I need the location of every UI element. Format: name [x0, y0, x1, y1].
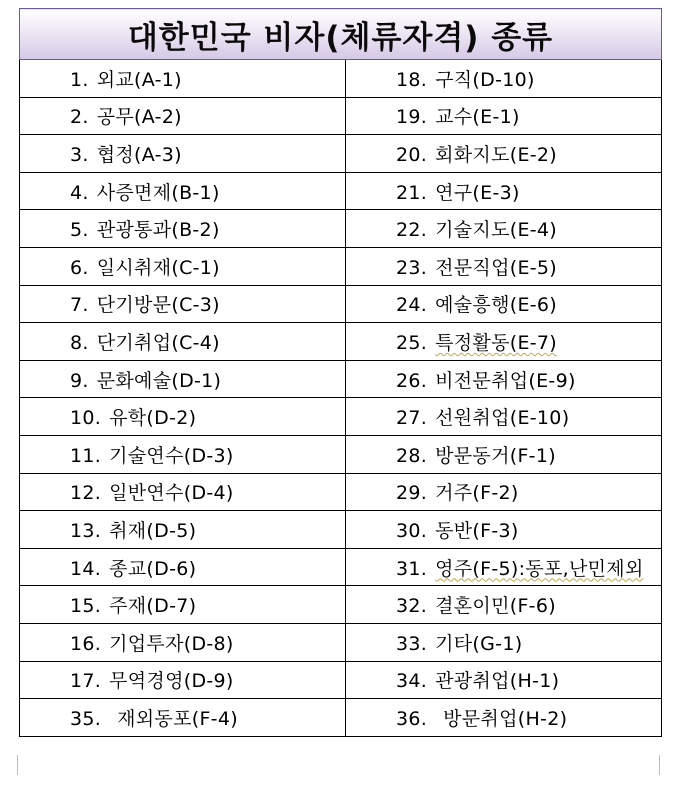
visa-cell-left: [20, 60, 346, 98]
table-row: [20, 473, 662, 511]
visa-cell-left: [20, 247, 346, 285]
table-row: [20, 661, 662, 699]
visa-name: 취재(D-5): [109, 519, 197, 542]
visa-number: 17.: [70, 670, 102, 693]
visa-name: 회화지도(E-2): [435, 143, 558, 166]
visa-name: 동반(F-3): [435, 519, 519, 542]
table-row: [20, 511, 662, 549]
visa-cell-left: [20, 285, 346, 323]
visa-name: 사증면제(B-1): [96, 181, 220, 204]
visa-cell-left: [20, 511, 346, 549]
visa-number: 20.: [396, 143, 428, 166]
visa-name: 주재(D-7): [109, 595, 197, 618]
visa-number: 1.: [70, 68, 89, 91]
table-title: 대한민국 비자(체류자격) 종류: [20, 9, 662, 60]
visa-name: 비전문취업(E-9): [435, 369, 576, 392]
visa-number: 34.: [396, 670, 428, 693]
table-row: [20, 360, 662, 398]
visa-number: 24.: [396, 294, 428, 317]
visa-number: 8.: [70, 331, 89, 354]
visa-number: 18.: [396, 68, 428, 91]
visa-cell-left: [20, 360, 346, 398]
visa-cell-right: [346, 247, 662, 285]
visa-number: 9.: [70, 369, 89, 392]
visa-cell-left: [20, 210, 346, 248]
visa-cell-right: [346, 548, 662, 586]
table-row: [20, 548, 662, 586]
visa-types-table: [19, 8, 662, 737]
visa-cell-left: [20, 586, 346, 624]
page-corner-mark-right: [659, 755, 660, 775]
visa-cell-left: [20, 661, 346, 699]
table-row: [20, 210, 662, 248]
visa-cell-right: [346, 210, 662, 248]
visa-cell-left: [20, 97, 346, 135]
table-row: [20, 623, 662, 661]
visa-name: 관광통과(B-2): [96, 219, 220, 242]
visa-name: 단기취업(C-4): [96, 331, 220, 354]
visa-cell-right: [346, 60, 662, 98]
table-row: [20, 285, 662, 323]
visa-name: 기타(G-1): [435, 632, 523, 655]
visa-name: 유학(D-2): [109, 407, 197, 430]
visa-number: 22.: [396, 219, 428, 242]
table-row: [20, 435, 662, 473]
page-corner-mark-left: [17, 755, 18, 775]
visa-name: 기술지도(E-4): [435, 219, 558, 242]
visa-number: 26.: [396, 369, 428, 392]
table-row: [20, 97, 662, 135]
visa-number: 28.: [396, 444, 428, 467]
visa-name: 단기방문(C-3): [96, 294, 220, 317]
visa-cell-left: [20, 473, 346, 511]
visa-name: 영주(F-5):동포,난민제외: [435, 557, 644, 580]
visa-name: 선원취업(E-10): [435, 407, 570, 430]
visa-name: 특정활동(E-7): [435, 331, 558, 354]
table-row: [20, 135, 662, 173]
visa-number: 33.: [396, 632, 428, 655]
visa-cell-right: [346, 97, 662, 135]
visa-number: 30.: [396, 519, 428, 542]
visa-number: 29.: [396, 482, 428, 505]
visa-number: 13.: [70, 519, 102, 542]
visa-cell-right: [346, 323, 662, 361]
visa-cell-right: [346, 699, 662, 737]
visa-number: 36.: [396, 707, 428, 730]
visa-cell-left: [20, 323, 346, 361]
visa-name: 전문직업(E-5): [435, 256, 558, 279]
visa-name: 방문취업(H-2): [443, 707, 568, 730]
visa-cell-right: [346, 586, 662, 624]
visa-cell-left: [20, 699, 346, 737]
visa-name: 방문동거(F-1): [435, 444, 556, 467]
table-body: [20, 60, 662, 737]
visa-number: 27.: [396, 407, 428, 430]
visa-cell-left: [20, 398, 346, 436]
visa-cell-right: [346, 135, 662, 173]
visa-number: 11.: [70, 444, 102, 467]
visa-number: 35.: [70, 707, 102, 730]
table-row: [20, 586, 662, 624]
visa-name: 거주(F-2): [435, 482, 519, 505]
visa-name: 관광취업(H-1): [435, 670, 560, 693]
visa-name: 결혼이민(F-6): [435, 595, 556, 618]
visa-number: 23.: [396, 256, 428, 279]
visa-cell-right: [346, 360, 662, 398]
visa-name: 공무(A-2): [96, 106, 182, 129]
visa-number: 21.: [396, 181, 428, 204]
visa-name: 외교(A-1): [96, 68, 182, 91]
table-row: [20, 172, 662, 210]
visa-name: 교수(E-1): [435, 106, 520, 129]
table-row: [20, 60, 662, 98]
visa-cell-right: [346, 511, 662, 549]
visa-number: 12.: [70, 482, 102, 505]
visa-number: 5.: [70, 219, 89, 242]
table-row: [20, 323, 662, 361]
visa-cell-left: [20, 172, 346, 210]
visa-number: 3.: [70, 143, 89, 166]
title-row: [20, 9, 662, 60]
visa-number: 2.: [70, 106, 89, 129]
visa-name: 일시취재(C-1): [96, 256, 220, 279]
visa-cell-left: [20, 623, 346, 661]
visa-cell-right: [346, 623, 662, 661]
visa-name: 협정(A-3): [96, 143, 182, 166]
visa-number: 10.: [70, 407, 102, 430]
table-row: [20, 398, 662, 436]
visa-number: 6.: [70, 256, 89, 279]
visa-name: 문화예술(D-1): [96, 369, 222, 392]
visa-number: 32.: [396, 595, 428, 618]
visa-number: 16.: [70, 632, 102, 655]
visa-name: 연구(E-3): [435, 181, 520, 204]
visa-name: 구직(D-10): [435, 68, 535, 91]
visa-name: 무역경영(D-9): [109, 670, 234, 693]
visa-cell-left: [20, 135, 346, 173]
visa-cell-right: [346, 285, 662, 323]
visa-cell-right: [346, 435, 662, 473]
visa-number: 31.: [396, 557, 428, 580]
visa-number: 4.: [70, 181, 89, 204]
table-row: [20, 699, 662, 737]
visa-number: 7.: [70, 294, 89, 317]
visa-cell-right: [346, 661, 662, 699]
visa-cell-left: [20, 435, 346, 473]
visa-name: 재외동포(F-4): [117, 707, 238, 730]
visa-name: 기업투자(D-8): [109, 632, 234, 655]
visa-cell-left: [20, 548, 346, 586]
visa-name: 일반연수(D-4): [109, 482, 234, 505]
visa-number: 25.: [396, 331, 428, 354]
visa-name: 기술연수(D-3): [109, 444, 234, 467]
visa-cell-right: [346, 398, 662, 436]
visa-cell-right: [346, 172, 662, 210]
visa-cell-right: [346, 473, 662, 511]
visa-name: 종교(D-6): [109, 557, 197, 580]
visa-name: 예술흥행(E-6): [435, 294, 558, 317]
visa-number: 15.: [70, 595, 102, 618]
table-row: [20, 247, 662, 285]
visa-number: 14.: [70, 557, 102, 580]
visa-number: 19.: [396, 106, 428, 129]
